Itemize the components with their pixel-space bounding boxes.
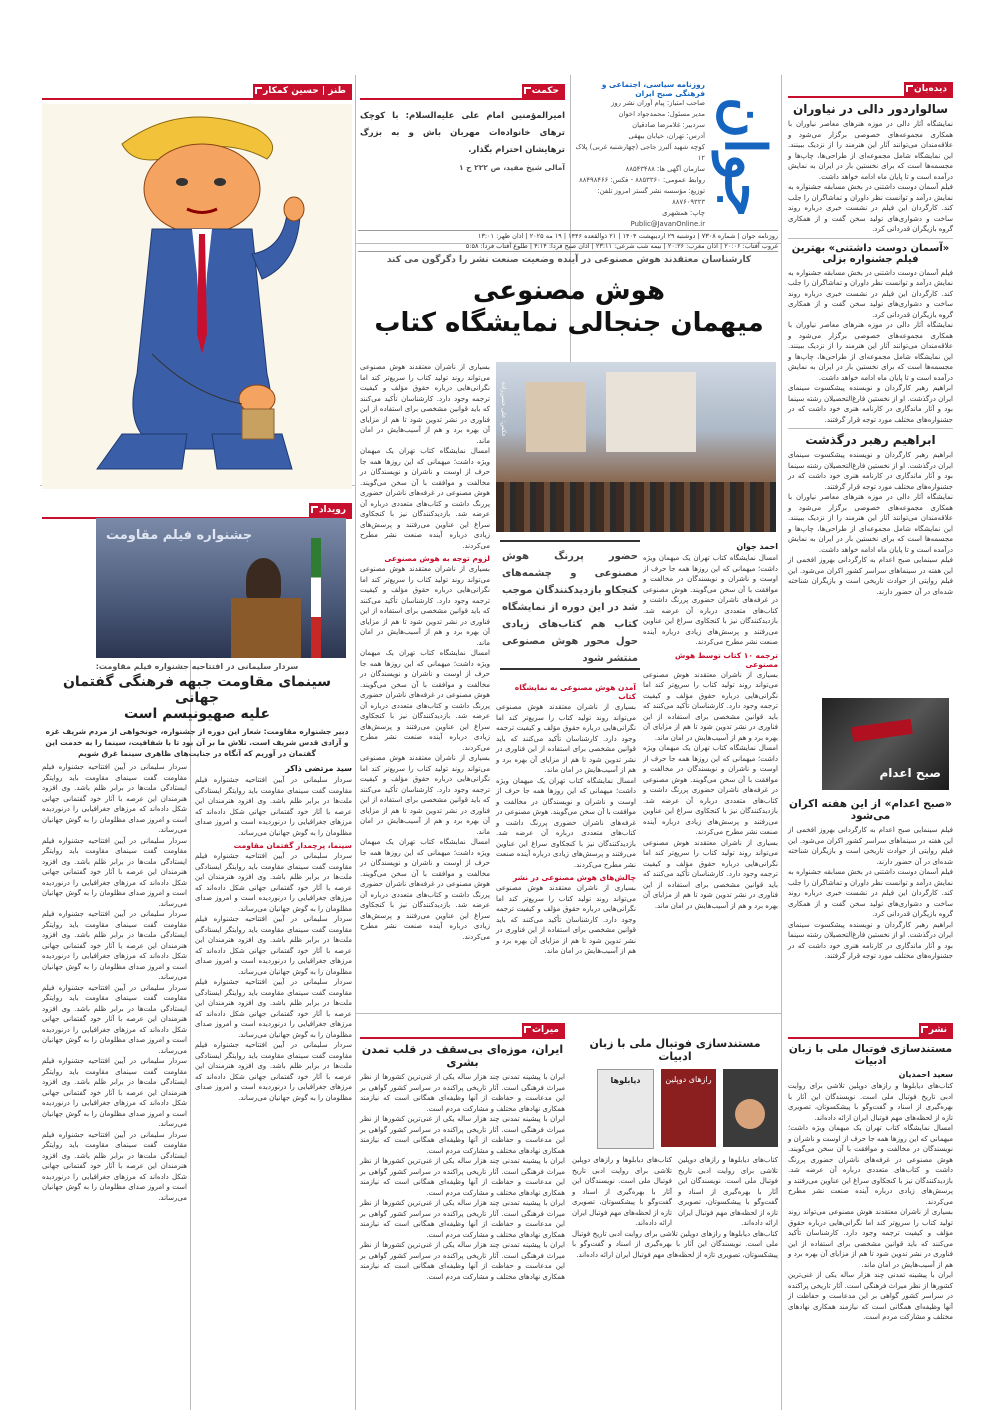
sport-title: مستندسازی فوتبال ملی با زبان ادبیات [788, 1043, 953, 1067]
lead-title-line2: میهمان جنجالی نمایشگاه کتاب [374, 308, 764, 338]
story-body: سردار سلیمانی در آیین افتتاحیه جشنواره فیلم مقاومت گفت سینمای مقاومت باید روایتگر ایستادگی ملت‌ها در برابر ظلم باشد. وی افزود هنرمندان این عرصه با آثار خود گفتمانی جهانی شکل داده‌اند که مرزهای جغرافیایی را درنوردیده است و امروز صدای مظلومان را به گوش جهانیان می‌رساند. [42, 1057, 187, 1128]
masthead-line: کوچه شهید آلبرز جاجی (چهارشنبه غربی) پلاک ۱۲ [575, 143, 705, 162]
story-body: کتاب‌های دیابلوها و رازهای دوپلین تلاشی برای روایت ادبی تاریخ فوتبال ملی است. نویسندگان این آثار با بهره‌گیری از اسناد و گفت‌وگو با پیشکسوتان، تصویری تازه از لحظه‌های مهم فوتبال ایران ارائه داده‌اند. [788, 1082, 953, 1122]
event-column-right [195, 762, 352, 1407]
masthead-line: صاحب امتیاز: پیام آوران نشر روز [611, 99, 705, 107]
story-title: «آسمان دوست داشتنی» بهترین فیلم جشنواره بزلی [788, 238, 953, 265]
book-covers [572, 1069, 778, 1149]
book-title: دیابلوها [610, 1076, 641, 1085]
story-body: ایران با پیشینه تمدنی چند هزار ساله یکی از غنی‌ترین کشورها از نظر میراث فرهنگی است. آثار تاریخی پراکنده در سراسر کشور گواهی بر این مدعاست و حفاظت از آنها وظیفه‌ای همگانی است که نیازمند همکاری نهادهای مختلف و مشارکت مردم است. [788, 1271, 953, 1321]
story-body: سردار سلیمانی در آیین افتتاحیه جشنواره فیلم مقاومت گفت سینمای مقاومت باید روایتگر ایستادگی ملت‌ها در برابر ظلم باشد. وی افزود هنرمندان این عرصه با آثار خود گفتمانی جهانی شکل داده‌اند که مرزهای جغرافیایی را درنوردیده است و امروز صدای مظلومان را به گوش جهانیان می‌رساند. [195, 852, 352, 913]
story-body: سردار سلیمانی در آیین افتتاحیه جشنواره فیلم مقاومت گفت سینمای مقاومت باید روایتگر ایستادگی ملت‌ها در برابر ظلم باشد. وی افزود هنرمندان این عرصه با آثار خود گفتمانی جهانی شکل داده‌اند که مرزهای جغرافیایی را درنوردیده است و امروز صدای مظلومان را به گوش جهانیان می‌رساند. [42, 836, 187, 908]
story-body: فیلم آسمان دوست داشتنی در بخش مسابقه جشنواره به نمایش درآمد و توانست نظر داوران و تماشاگران را جلب کند. کارگردان این فیلم در نشست خبری درباره روند ساخت و دشواری‌های تولید سخن گفت و از همکاری گروه بازیگران قدردانی کرد. [788, 868, 953, 918]
event-title-line1: سینمای مقاومت جبهه فرهنگی گفتمان جهانی [62, 674, 332, 706]
story-body: فیلم سینمایی صبح اعدام به کارگردانی بهروز افخمی از این هفته در سینماهای سراسر کشور اکران می‌شود. این فیلم روایتی از حوادث تاریخی است و بازیگران شناخته شده‌ای در آن حضور دارند. [788, 556, 953, 596]
story-body: فیلم آسمان دوست داشتنی در بخش مسابقه جشنواره به نمایش درآمد و توانست نظر داوران و تماشاگران را جلب کند. کارگردان این فیلم در نشست خبری درباره روند ساخت و دشواری‌های تولید سخن گفت و از همکاری گروه بازیگران قدردانی کرد. [788, 183, 953, 233]
cartoon-box [42, 78, 352, 483]
lead-byline: احمد جوان [736, 542, 778, 551]
event-kicker: سردار سلیمانی در افتتاحیه جشنواره فیلم مقاومت: [95, 662, 299, 671]
lead-column-left [360, 362, 490, 1002]
book-cover [597, 1069, 654, 1149]
story-body: کتاب‌های دیابلوها و رازهای دوپلین تلاشی برای روایت ادبی تاریخ فوتبال ملی است. نویسندگان این آثار با بهره‌گیری از اسناد و گفت‌وگو با پیشکسوتان، تصویری تازه از لحظه‌های مهم فوتبال ایران ارائه داده‌اند. [572, 1229, 778, 1259]
story-body: امسال نمایشگاه کتاب تهران یک میهمان ویژه داشت؛ میهمانی که این روزها همه جا حرف از اوست و ناشران و نویسندگان در مخالفت و موافقت با آن سخن می‌گویند. هوش مصنوعی در غرفه‌های ناشران حضوری پررنگ داشت و کتاب‌های متعددی درباره آن عرضه شد. بازدیدکنندگان نیز با کنجکاوی سراغ این عناوین می‌رفتند و پرسش‌های زیادی درباره آینده صنعت نشر مطرح می‌کردند. [788, 1124, 953, 1206]
date-line: روزنامه جوان | شماره ۷۳۰۸ | دوشنبه ۲۹ اردیبهشت ۱۴۰۴ | ۲۱ ذوالقعده ۱۴۴۶ | ۱۹ مه ۲۰۲۵ | اذان ظهر: ۱۳:۰۱ [477, 232, 778, 240]
story-body: نمایشگاه آثار دالی در موزه هنرهای معاصر نیاوران با همکاری مجموعه‌های خصوصی برگزار می‌شود و علاقه‌مندان می‌توانند آثار این هنرمند را از نزدیک ببینند. این نمایشگاه شامل مجموعه‌ای از طراحی‌ها، چاپ‌ها و مجسمه‌ها است که برای نخستین بار در ایران به نمایش درآمده است و تا پایان ماه ادامه خواهد داشت. [788, 120, 953, 181]
section-tag: میراث [522, 1023, 565, 1037]
hekmat-text: امیرالمؤمنین امام علی علیه‌السلام: با کوچک ترهای خانواده‌ات مهربان باش و به بزرگ ترهایشان احترام بگذار. [360, 111, 565, 155]
story-body: ابراهیم رهبر کارگردان و نویسنده پیشکسوت سینمای ایران درگذشت. او از نخستین فارغ‌التحصیلان رشته سینما بود و آثار ماندگاری در کارنامه هنری خود داشت که در جشنواره‌های مختلف مورد توجه قرار گرفتند. [788, 920, 953, 960]
story-body: سردار سلیمانی در آیین افتتاحیه جشنواره فیلم مقاومت گفت سینمای مقاومت باید روایتگر ایستادگی ملت‌ها در برابر ظلم باشد. وی افزود هنرمندان این عرصه با آثار خود گفتمانی جهانی شکل داده‌اند که مرزهای جغرافیایی را درنوردیده است و امروز صدای مظلومان را به گوش جهانیان می‌رساند. [42, 983, 187, 1055]
story-body: سردار سلیمانی در آیین افتتاحیه جشنواره فیلم مقاومت گفت سینمای مقاومت باید روایتگر ایستادگی ملت‌ها در برابر ظلم باشد. وی افزود هنرمندان این عرصه با آثار خود گفتمانی جهانی شکل داده‌اند که مرزهای جغرافیایی را درنوردیده است و امروز صدای مظلومان را به گوش جهانیان می‌رساند. [195, 915, 352, 976]
event-tag-row [42, 497, 352, 517]
story-body: سردار سلیمانی در آیین افتتاحیه جشنواره فیلم مقاومت گفت سینمای مقاومت باید روایتگر ایستادگی ملت‌ها در برابر ظلم باشد. وی افزود هنرمندان این عرصه با آثار خود گفتمانی جهانی شکل داده‌اند که مرزهای جغرافیایی را درنوردیده است و امروز صدای مظلومان را به گوش جهانیان می‌رساند. [42, 910, 187, 981]
lead-header [360, 255, 778, 355]
story-body: بسیاری از ناشران معتقدند هوش مصنوعی می‌تواند روند تولید کتاب را سریع‌تر کند اما نگرانی‌هایی درباره حقوق مؤلف و کیفیت ترجمه وجود دارد. کارشناسان تأکید می‌کنند که باید قوانین مشخصی برای استفاده از این فناوری در نشر تدوین شود تا هم از مزایای آن بهره برد و هم از آسیب‌هایش در امان ماند. [643, 838, 778, 910]
story-body: ایران با پیشینه تمدنی چند هزار ساله یکی از غنی‌ترین کشورها از نظر میراث فرهنگی است. آثار تاریخی پراکنده در سراسر کشور گواهی بر این مدعاست و حفاظت از آنها وظیفه‌ای همگانی است که نیازمند همکاری نهادهای مختلف و مشارکت مردم است. [360, 1073, 565, 1113]
story-body: امسال نمایشگاه کتاب تهران یک میهمان ویژه داشت؛ میهمانی که این روزها همه جا حرف از اوست و ناشران و نویسندگان در مخالفت و موافقت با آن سخن می‌گویند. هوش مصنوعی در غرفه‌های ناشران حضوری پررنگ داشت و کتاب‌های متعددی درباره آن عرضه شد. بازدیدکنندگان نیز با کنجکاوی سراغ این عناوین می‌رفتند و پرسش‌های زیادی درباره آینده صنعت نشر مطرح می‌کردند. [643, 744, 778, 836]
story-body: بسیاری از ناشران معتقدند هوش مصنوعی می‌تواند روند تولید کتاب را سریع‌تر کند اما نگرانی‌هایی درباره حقوق مؤلف و کیفیت ترجمه وجود دارد. کارشناسان تأکید می‌کنند که باید قوانین مشخصی برای استفاده از این فناوری در نشر تدوین شود تا هم از مزایای آن بهره برد و هم از آسیب‌هایش در امان ماند. [788, 1208, 953, 1269]
story-body: فیلم سینمایی صبح اعدام به کارگردانی بهروز افخمی از این هفته در سینماهای سراسر کشور اکران می‌شود. این فیلم روایتی از حوادث تاریخی است و بازیگران شناخته شده‌ای در آن حضور دارند. [788, 826, 953, 866]
story-body: سردار سلیمانی در آیین افتتاحیه جشنواره فیلم مقاومت گفت سینمای مقاومت باید روایتگر ایستادگی ملت‌ها در برابر ظلم باشد. وی افزود هنرمندان این عرصه با آثار خود گفتمانی جهانی شکل داده‌اند که مرزهای جغرافیایی را درنوردیده است و امروز صدای مظلومان را به گوش جهانیان می‌رساند. [195, 978, 352, 1039]
story-body: امسال نمایشگاه کتاب تهران یک میهمان ویژه داشت؛ میهمانی که این روزها همه جا حرف از اوست و ناشران و نویسندگان در مخالفت و موافقت با آن سخن می‌گویند. هوش مصنوعی در غرفه‌های ناشران حضوری پررنگ داشت و کتاب‌های متعددی درباره آن عرضه شد. بازدیدکنندگان نیز با کنجکاوی سراغ این عناوین می‌رفتند و پرسش‌های زیادی درباره آینده صنعت نشر مطرح می‌کردند. [360, 838, 490, 941]
book-cover [723, 1069, 778, 1147]
story-body: سردار سلیمانی در آیین افتتاحیه جشنواره فیلم مقاومت گفت سینمای مقاومت باید روایتگر ایستادگی ملت‌ها در برابر ظلم باشد. وی افزود هنرمندان این عرصه با آثار خود گفتمانی جهانی شکل داده‌اند که مرزهای جغرافیایی را درنوردیده است و امروز صدای مظلومان را به گوش جهانیان می‌رساند. [195, 1041, 352, 1102]
subheading: آمدن هوش مصنوعی به نمایشگاه کتاب [514, 683, 636, 701]
story-body: نمایشگاه آثار دالی در موزه هنرهای معاصر نیاوران با همکاری مجموعه‌های خصوصی برگزار می‌شود و علاقه‌مندان می‌توانند آثار این هنرمند را از نزدیک ببینند. این نمایشگاه شامل مجموعه‌ای از طراحی‌ها، چاپ‌ها و مجسمه‌ها است که برای نخستین بار در ایران به نمایش درآمده است و تا پایان ماه ادامه خواهد داشت. [788, 321, 953, 382]
poster-title: صبح اعدام [879, 766, 941, 780]
event-byline: سید مرتضی ذاکر [285, 764, 352, 773]
story-body: امسال نمایشگاه کتاب تهران یک میهمان ویژه داشت؛ میهمانی که این روزها همه جا حرف از اوست و ناشران و نویسندگان در مخالفت و موافقت با آن سخن می‌گویند. هوش مصنوعی در غرفه‌های ناشران حضوری پررنگ داشت و کتاب‌های متعددی درباره آن عرضه شد. بازدیدکنندگان نیز با کنجکاوی سراغ این عناوین می‌رفتند و پرسش‌های زیادی درباره آینده صنعت نشر مطرح می‌کردند. [360, 649, 490, 752]
heritage-box [360, 1017, 565, 1407]
photo-banner-text: جشنواره فیلم مقاومت [106, 528, 253, 543]
literature-box [572, 1017, 778, 1407]
event-photo [96, 518, 346, 658]
story-body: بسیاری از ناشران معتقدند هوش مصنوعی می‌تواند روند تولید کتاب را سریع‌تر کند اما نگرانی‌هایی درباره حقوق مؤلف و کیفیت ترجمه وجود دارد. کارشناسان تأکید می‌کنند که باید قوانین مشخصی برای استفاده از این فناوری در نشر تدوین شود تا هم از مزایای آن بهره برد و هم از آسیب‌هایش در امان ماند. [496, 884, 636, 955]
date-bar [358, 230, 778, 252]
masthead-line: مدیر مسئول: محمدجواد اخوان [618, 110, 705, 118]
subheading: ترجمه ۱۰ کتاب توسط هوش مصنوعی [674, 650, 778, 669]
section-tag: رویداد [309, 503, 352, 517]
story-body: کتاب‌های دیابلوها و رازهای دوپلین تلاشی برای روایت ادبی تاریخ فوتبال ملی است. نویسندگان این آثار با بهره‌گیری از اسناد و گفت‌وگو با پیشکسوتان، تصویری تازه از لحظه‌های مهم فوتبال ایران ارائه داده‌اند. [678, 1156, 778, 1227]
book-title: رازهای دوپلین [665, 1075, 712, 1084]
lead-column-middle [496, 680, 636, 1005]
story-title: سالواردور دالی در نیاوران [792, 102, 949, 116]
lead-title-line1: هوش مصنوعی [473, 276, 665, 306]
story-body: نمایشگاه آثار دالی در موزه هنرهای معاصر نیاوران با همکاری مجموعه‌های خصوصی برگزار می‌شود و علاقه‌مندان می‌توانند آثار این هنرمند را از نزدیک ببینند. این نمایشگاه شامل مجموعه‌ای از طراحی‌ها، چاپ‌ها و مجسمه‌ها است که برای نخستین بار در ایران به نمایش درآمده است و تا پایان ماه ادامه خواهد داشت. [788, 493, 953, 554]
masthead-line: سردبیر: غلامرضا صادقیان [632, 121, 705, 129]
masthead-line: چاپ: همشهری [662, 209, 705, 217]
story-body: بسیاری از ناشران معتقدند هوش مصنوعی می‌تواند روند تولید کتاب را سریع‌تر کند اما نگرانی‌هایی درباره حقوق مؤلف و کیفیت ترجمه وجود دارد. کارشناسان تأکید می‌کنند که باید قوانین مشخصی برای استفاده از این فناوری در نشر تدوین شود تا هم از مزایای آن بهره برد و هم از آسیب‌هایش در امان ماند. [496, 703, 636, 774]
story-body: فیلم آسمان دوست داشتنی در بخش مسابقه جشنواره به نمایش درآمد و توانست نظر داوران و تماشاگران را جلب کند. کارگردان این فیلم در نشست خبری درباره روند ساخت و دشواری‌های تولید سخن گفت و از همکاری گروه بازیگران قدردانی کرد. [788, 268, 953, 319]
story-body: بسیاری از ناشران معتقدند هوش مصنوعی می‌تواند روند تولید کتاب را سریع‌تر کند اما نگرانی‌هایی درباره حقوق مؤلف و کیفیت ترجمه وجود دارد. کارشناسان تأکید می‌کنند که باید قوانین مشخصی برای استفاده از این فناوری در نشر تدوین شود تا هم از مزایای آن بهره برد و هم از آسیب‌هایش در امان ماند. [360, 754, 490, 836]
story-body: ابراهیم رهبر کارگردان و نویسنده پیشکسوت سینمای ایران درگذشت. او از نخستین فارغ‌التحصیلان رشته سینما بود و آثار ماندگاری در کارنامه هنری خود داشت که در جشنواره‌های مختلف مورد توجه قرار گرفتند. [788, 384, 953, 424]
photo-credit: عکس: علی حسن‌زاده [500, 382, 507, 437]
event-header [42, 662, 352, 758]
story-body: امسال نمایشگاه کتاب تهران یک میهمان ویژه داشت؛ میهمانی که این روزها همه جا حرف از اوست و ناشران و نویسندگان در مخالفت و موافقت با آن سخن می‌گویند. هوش مصنوعی در غرفه‌های ناشران حضوری پررنگ داشت و کتاب‌های متعددی درباره آن عرضه شد. بازدیدکنندگان نیز با کنجکاوی سراغ این عناوین می‌رفتند و پرسش‌های زیادی درباره آینده صنعت نشر مطرح می‌کردند. [360, 447, 490, 550]
story-body: بسیاری از ناشران معتقدند هوش مصنوعی می‌تواند روند تولید کتاب را سریع‌تر کند اما نگرانی‌هایی درباره حقوق مؤلف و کیفیت ترجمه وجود دارد. کارشناسان تأکید می‌کنند که باید قوانین مشخصی برای استفاده از این فناوری در نشر تدوین شود تا هم از مزایای آن بهره برد و هم از آسیب‌هایش در امان ماند. [643, 670, 778, 742]
story-body: بسیاری از ناشران معتقدند هوش مصنوعی می‌تواند روند تولید کتاب را سریع‌تر کند اما نگرانی‌هایی درباره حقوق مؤلف و کیفیت ترجمه وجود دارد. کارشناسان تأکید می‌کنند که باید قوانین مشخصی برای استفاده از این فناوری در نشر تدوین شود تا هم از مزایای آن بهره برد و هم از آسیب‌هایش در امان ماند. [360, 363, 490, 445]
story-body: ایران با پیشینه تمدنی چند هزار ساله یکی از غنی‌ترین کشورها از نظر میراث فرهنگی است. آثار تاریخی پراکنده در سراسر کشور گواهی بر این مدعاست و حفاظت از آنها وظیفه‌ای همگانی است که نیازمند همکاری نهادهای مختلف و مشارکت مردم است. [360, 1157, 565, 1197]
lead-photo [496, 362, 776, 532]
section-tag: دیده‌بان [904, 82, 953, 96]
lead-kicker: کارشناسان معتقدند هوش مصنوعی در آینده وضعیت صنعت نشر را دگرگون می کند [386, 255, 752, 265]
story-body: ایران با پیشینه تمدنی چند هزار ساله یکی از غنی‌ترین کشورها از نظر میراث فرهنگی است. آثار تاریخی پراکنده در سراسر کشور گواهی بر این مدعاست و حفاظت از آنها وظیفه‌ای همگانی است که نیازمند همکاری نهادهای مختلف و مشارکت مردم است. [360, 1199, 565, 1239]
right-column-lower [788, 795, 953, 1005]
story-body: ایران با پیشینه تمدنی چند هزار ساله یکی از غنی‌ترین کشورها از نظر میراث فرهنگی است. آثار تاریخی پراکنده در سراسر کشور گواهی بر این مدعاست و حفاظت از آنها وظیفه‌ای همگانی است که نیازمند همکاری نهادهای مختلف و مشارکت مردم است. [360, 1115, 565, 1155]
story-body: سردار سلیمانی در آیین افتتاحیه جشنواره فیلم مقاومت گفت سینمای مقاومت باید روایتگر ایستادگی ملت‌ها در برابر ظلم باشد. وی افزود هنرمندان این عرصه با آثار خود گفتمانی جهانی شکل داده‌اند که مرزهای جغرافیایی را درنوردیده است و امروز صدای مظلومان را به گوش جهانیان می‌رساند. [42, 1130, 187, 1202]
masthead [570, 78, 781, 248]
story-body: امسال نمایشگاه کتاب تهران یک میهمان ویژه داشت؛ میهمانی که این روزها همه جا حرف از اوست و ناشران و نویسندگان در مخالفت و موافقت با آن سخن می‌گویند. هوش مصنوعی در غرفه‌های ناشران حضوری پررنگ داشت و کتاب‌های متعددی درباره آن عرضه شد. بازدیدکنندگان نیز با کنجکاوی سراغ این عناوین می‌رفتند و پرسش‌های زیادی درباره آینده صنعت نشر مطرح می‌کردند. [496, 776, 636, 869]
subheading: لزوم توجه به هوش مصنوعی [384, 554, 490, 563]
event-column-left [42, 762, 187, 1407]
lead-column-right [643, 540, 778, 1005]
masthead-email: Public@JavanOnline.ir [630, 220, 705, 228]
story-body: سردار سلیمانی در آیین افتتاحیه جشنواره فیلم مقاومت گفت سینمای مقاومت باید روایتگر ایستادگی ملت‌ها در برابر ظلم باشد. وی افزود هنرمندان این عرصه با آثار خود گفتمانی جهانی شکل داده‌اند که مرزهای جغرافیایی را درنوردیده است و امروز صدای مظلومان را به گوش جهانیان می‌رساند. [42, 763, 187, 834]
masthead-tagline: روزنامه سیاسی، اجتماعی و فرهنگی صبح ایران [601, 80, 705, 98]
event-title-line2: علیه صهیونیسم است [123, 706, 271, 722]
byline: سعید احمدیان [898, 1070, 953, 1079]
story-body: ابراهیم رهبر کارگردان و نویسنده پیشکسوت سینمای ایران درگذشت. او از نخستین فارغ‌التحصیلان رشته سینما بود و آثار ماندگاری در کارنامه هنری خود داشت که در جشنواره‌های مختلف مورد توجه قرار گرفتند. [788, 451, 953, 491]
story-body: سردار سلیمانی در آیین افتتاحیه جشنواره فیلم مقاومت گفت سینمای مقاومت باید روایتگر ایستادگی ملت‌ها در برابر ظلم باشد. وی افزود هنرمندان این عرصه با آثار خود گفتمانی جهانی شکل داده‌اند که مرزهای جغرافیایی را درنوردیده است و امروز صدای مظلومان را به گوش جهانیان می‌رساند. [195, 776, 352, 837]
movie-poster-image [822, 698, 949, 790]
sport-column [788, 1017, 953, 1407]
hekmat-source: آمالی شیخ مفید، ص ۲۲۲ ح ۱ [458, 163, 565, 172]
masthead-line: توزیع: مؤسسه نشر گستر امروز تلفن: ۸۸۷۶۰۹۳۲۳ [597, 187, 705, 206]
masthead-line: سازمان آگهی ها: ۸۸۵۴۳۴۸۸ [625, 165, 705, 173]
masthead-line: آدرس: تهران، خیابان بیهقی [628, 132, 705, 140]
section-tag: نشر [919, 1023, 953, 1037]
cartoon-illustration [42, 104, 352, 489]
prayer-times-line: غروب آفتاب: ۲۰:۰۶ | اذان مغرب: ۲۰:۲۶ | نیمه شب شرعی: ۲۳:۱۱ | اذان صبح فردا: ۴:۱۴ | طلوع آفتاب فردا: ۵:۵۸ [465, 242, 778, 250]
masthead-line: روابط عمومی: ۸۸۵۳۳۶۰ - فکس: ۸۸۴۹۸۴۶۶ [579, 176, 705, 184]
newspaper-logo: جوان [712, 96, 778, 218]
subheading: چالش‌های هوش مصنوعی در نشر [512, 873, 636, 882]
story-body: ایران با پیشینه تمدنی چند هزار ساله یکی از غنی‌ترین کشورها از نظر میراث فرهنگی است. آثار تاریخی پراکنده در سراسر کشور گواهی بر این مدعاست و حفاظت از آنها وظیفه‌ای همگانی است که نیازمند همکاری نهادهای مختلف و مشارکت مردم است. [360, 1241, 565, 1281]
story-body: امسال نمایشگاه کتاب تهران یک میهمان ویژه داشت؛ میهمانی که این روزها همه جا حرف از اوست و ناشران و نویسندگان در مخالفت و موافقت با آن سخن می‌گویند. هوش مصنوعی در غرفه‌های ناشران حضوری پررنگ داشت و کتاب‌های متعددی درباره آن عرضه شد. بازدیدکنندگان نیز با کنجکاوی سراغ این عناوین می‌رفتند و پرسش‌های زیادی درباره آینده صنعت نشر مطرح می‌کردند. [643, 554, 778, 646]
heritage-title: ایران، موزه‌ای بی‌سقف در قلب تمدن بشری [361, 1043, 564, 1069]
hekmat-box [360, 78, 565, 228]
lead-callout [500, 540, 640, 670]
story-body: کتاب‌های دیابلوها و رازهای دوپلین تلاشی برای روایت ادبی تاریخ فوتبال ملی است. نویسندگان این آثار با بهره‌گیری از اسناد و گفت‌وگو با پیشکسوتان، تصویری تازه از لحظه‌های مهم فوتبال ایران ارائه داده‌اند. [572, 1156, 672, 1227]
subheading: سینما، پرچمدار گفتمان مقاومت [233, 841, 352, 850]
event-lead: دبیر جشنواره مقاومت: شعار این دوره از جشنواره، خونخواهی از مردم شریف غزه و آزادی قدس شریف است. تلاش ما بر آن بود تا با شفافیت، سینما را به خدمت این گفتمان در آوریم که آنگاه در جنایت‌های ظاهری سینما غرق شویم [45, 727, 349, 758]
story-body: بسیاری از ناشران معتقدند هوش مصنوعی می‌تواند روند تولید کتاب را سریع‌تر کند اما نگرانی‌هایی درباره حقوق مؤلف و کیفیت ترجمه وجود دارد. کارشناسان تأکید می‌کنند که باید قوانین مشخصی برای استفاده از این فناوری در نشر تدوین شود تا هم از مزایای آن بهره برد و هم از آسیب‌هایش در امان ماند. [360, 565, 490, 647]
story-title: ابراهیم رهبر درگذشت [788, 428, 953, 447]
literature-title: مستندسازی فوتبال ملی با زبان ادبیات [589, 1037, 761, 1063]
section-tag: طنز | حسین کمکار [253, 84, 352, 98]
story-title: «صبح اعدام» از این هفته اکران می‌شود [789, 798, 952, 822]
section-tag: حکمت [522, 84, 565, 98]
callout-text: حضور پررنگ هوش مصنوعی و چشمه‌های کنجکاو بازدیدکنندگان موجب شد در این دوره از نمایشگاه کتاب هم کتاب‌های زیادی حول محور هوش مصنوعی منتشر شود [502, 551, 638, 664]
book-cover [661, 1069, 716, 1147]
